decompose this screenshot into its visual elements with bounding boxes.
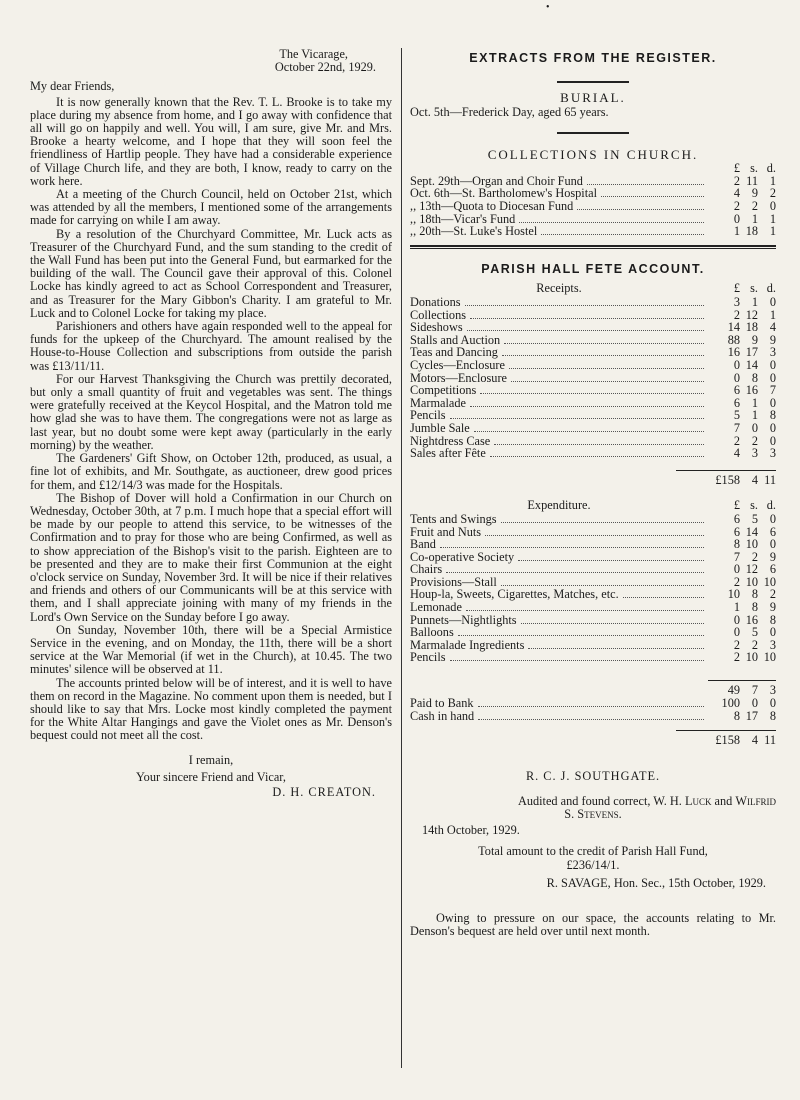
leader-dots: [467, 330, 704, 331]
amount-pence: 9: [769, 549, 776, 564]
letter-signature: D. H. CREATON.: [272, 784, 376, 799]
amount-shillings: 2: [751, 199, 758, 213]
audit-date: 14th October, 1929.: [422, 823, 520, 838]
amount-pence: 0: [769, 433, 776, 448]
amount-shillings: 12: [745, 562, 758, 577]
leader-dots: [470, 406, 704, 407]
audit-prefix: Audited and found correct, W. H.: [517, 793, 682, 808]
leader-dots: [528, 648, 704, 649]
row-amount: [708, 526, 776, 539]
expenditure-heading: Expenditure.: [527, 497, 591, 512]
expenditure-row: [410, 614, 776, 627]
row-label: Competitions: [410, 383, 477, 398]
amount-shillings: 5: [751, 511, 758, 526]
letter-address: The Vicarage,: [279, 47, 348, 61]
leader-dots: [465, 305, 704, 306]
short-divider: [557, 81, 629, 83]
letter-closing: [30, 752, 392, 786]
amount-pounds: 16: [727, 345, 740, 360]
amount-pence: 0: [769, 357, 776, 372]
row-amount: [708, 384, 776, 397]
leader-dots: [485, 535, 704, 536]
amount-pounds: 14: [727, 320, 740, 335]
row-amount: [708, 321, 776, 334]
receipt-row: [410, 296, 776, 309]
row-amount: [708, 513, 776, 526]
col-pence: d.: [766, 160, 776, 175]
amount-pounds: 7: [733, 549, 740, 564]
row-label: Marmalade Ingredients: [410, 637, 525, 652]
register-title: EXTRACTS FROM THE REGISTER.: [469, 51, 717, 65]
amount-pence: 0: [769, 199, 776, 213]
amount-shillings: 2: [751, 433, 758, 448]
expenditure-row: [410, 563, 776, 576]
row-amount: [708, 588, 776, 601]
amount-pence: 8: [769, 408, 776, 423]
amount-shillings: 9: [751, 186, 758, 201]
amount-shillings: 1: [751, 211, 758, 226]
leader-dots: [478, 706, 704, 707]
row-amount: [708, 213, 776, 226]
amount-pounds: 0: [733, 357, 740, 372]
letter-paragraph: The Bishop of Dover will hold a Confirmation in our Church on Wednesday, October 30th, at 7 p.m. I much hope that a special effort will be made by our people to attend this service, to be witnesses of the Confirmation and to pray for those who are being Confirmed, as well as to show appreciation of the Bishop's visit to the parish. Eighteen are to be presented and they are to make their first Communion at the eight o'clock service on Sunday, November 3rd. It will be nice if their relatives and friends and others of our Communicants will be at this service with them, and I shall appreciate joining with many of my friends in the Lord's Own Service on the Sunday before I go away.: [30, 490, 392, 624]
amount-pounds: 0: [733, 562, 740, 577]
leader-dots: [577, 209, 704, 210]
row-amount: [708, 422, 776, 435]
amount-pounds: 88: [727, 332, 740, 347]
row-amount: [708, 175, 776, 188]
total-pence: 11: [764, 472, 776, 487]
bank-row: [410, 697, 776, 710]
row-label: Lemonade: [410, 600, 462, 615]
collections-column-headers: [410, 162, 776, 175]
amount-pence: 6: [769, 524, 776, 539]
receipt-row: [410, 397, 776, 410]
expenditure-total: [410, 730, 776, 747]
leader-dots: [458, 635, 704, 636]
amount-pence: 0: [769, 696, 776, 711]
row-amount: [708, 309, 776, 322]
amount-pence: 0: [769, 625, 776, 640]
amount-pence: 0: [769, 294, 776, 309]
row-label: Sales after Fête: [410, 446, 486, 461]
letter-salutation: My dear Friends,: [30, 79, 115, 94]
leader-dots: [494, 444, 704, 445]
treasurer-signature: R. C. J. SOUTHGATE.: [525, 768, 661, 783]
amount-shillings: 11: [746, 173, 758, 188]
leader-dots: [478, 719, 704, 720]
amount-shillings: 8: [751, 587, 758, 602]
letter-date: October 22nd, 1929.: [274, 60, 376, 75]
row-label: Band: [410, 537, 436, 552]
amount-pounds: 2: [733, 574, 740, 589]
column-divider: [401, 48, 402, 1068]
row-amount: [708, 397, 776, 410]
col-pounds: £: [733, 280, 740, 295]
amount-pounds: 0: [733, 625, 740, 640]
collection-row: [410, 200, 776, 213]
amount-pence: 4: [769, 320, 776, 335]
row-amount: [708, 435, 776, 448]
leader-dots: [490, 456, 704, 457]
amount-shillings: 0: [751, 420, 758, 435]
amount-pence: 0: [769, 395, 776, 410]
amount-shillings: 10: [745, 537, 758, 552]
amount-pounds: 2: [733, 433, 740, 448]
total-shillings: 4: [751, 733, 758, 748]
amount-pounds: 8: [733, 537, 740, 552]
amount-pounds: 2: [733, 650, 740, 665]
amount-pounds: 6: [733, 511, 740, 526]
leader-dots: [450, 660, 704, 661]
letter-paragraph: Parishioners and others have again responded well to the appeal for funds for the upkeep of the Churchyard. The amount realised by the House-to-House Collection and subscriptions from outside the parish was £13/11/11.: [30, 319, 392, 373]
row-label: Motors—Enclosure: [410, 370, 507, 385]
row-amount: [708, 225, 776, 238]
amount-pence: 8: [769, 708, 776, 723]
right-column: [410, 52, 776, 938]
amount-pence: 1: [769, 173, 776, 188]
row-amount: [708, 409, 776, 422]
leader-dots: [466, 610, 704, 611]
amount-shillings: 2: [751, 637, 758, 652]
fete-title: PARISH HALL FETE ACCOUNT.: [481, 261, 705, 276]
vicar-letter: [30, 48, 392, 799]
total-shillings: 4: [751, 472, 758, 487]
amount-shillings: 8: [751, 370, 758, 385]
auditor-two-first: Wilfrid: [735, 793, 776, 808]
amount-shillings: 3: [751, 446, 758, 461]
row-label: Tents and Swings: [410, 511, 497, 526]
amount-pence: 0: [769, 511, 776, 526]
row-amount: [708, 651, 776, 664]
audit-and: and: [714, 793, 733, 808]
amount-pounds: 10: [727, 587, 740, 602]
row-amount: [708, 346, 776, 359]
amount-pence: 6: [769, 562, 776, 577]
amount-pounds: 5: [733, 408, 740, 423]
burial-heading: BURIAL.: [560, 90, 626, 106]
leader-dots: [623, 597, 704, 598]
burial-entry: Oct. 5th—Frederick Day, aged 65 years.: [410, 105, 609, 120]
expenditure-row: [410, 626, 776, 639]
row-label: Nightdress Case: [410, 433, 491, 448]
row-amount: [708, 614, 776, 627]
leader-dots: [518, 560, 704, 561]
row-label: Jumble Sale: [410, 420, 470, 435]
bank-row: [410, 710, 776, 723]
row-amount: [708, 200, 776, 213]
col-pence: d.: [766, 497, 776, 512]
leader-dots: [450, 418, 704, 419]
amount-shillings: 1: [751, 408, 758, 423]
row-label: Cycles—Enclosure: [410, 357, 505, 372]
amount-shillings: 1: [751, 395, 758, 410]
leader-dots: [501, 522, 704, 523]
leader-dots: [519, 222, 704, 223]
row-label: Marmalade: [410, 395, 466, 410]
receipts-list: [410, 296, 776, 460]
row-label: Fruit and Nuts: [410, 524, 482, 539]
leader-dots: [521, 623, 704, 624]
leader-dots: [502, 355, 704, 356]
row-label: Co-operative Society: [410, 549, 515, 564]
leader-dots: [511, 381, 704, 382]
amount-pence: 0: [769, 420, 776, 435]
bank-list: [410, 697, 776, 722]
amount-pounds: 4: [733, 446, 740, 461]
closing-friend: Your sincere Friend and Vicar,: [136, 769, 286, 784]
expenditure-row: [410, 639, 776, 652]
amount-pounds: 1: [733, 224, 740, 239]
amount-shillings: 14: [745, 524, 758, 539]
amount-pence: 2: [769, 587, 776, 602]
row-label: Paid to Bank: [410, 696, 474, 711]
fund-total-line1: Total amount to the credit of Parish Hall Fund,: [478, 844, 708, 859]
amount-shillings: 10: [745, 650, 758, 665]
short-divider: [557, 132, 629, 134]
row-amount: [708, 626, 776, 639]
amount-shillings: 1: [751, 294, 758, 309]
amount-pounds: 2: [733, 199, 740, 213]
letter-paragraph: For our Harvest Thanksgiving the Church was prettily decorated, but only a small quantity of fruit and vegetables was sent. The things were gratefully received at the Keycol Hospital, and the Matron told me how glad she was to have them. The congregations were not as large as last year, but no doubt some were kept away (particularly in the early morning) by the weather.: [30, 371, 392, 452]
letter-paragraph: On Sunday, November 10th, there will be a Special Armistice Service in the evening, and on Monday, the 11th, there will be a short service at the War Memorial (if wet in the Church), at 10.45. The two minutes' silence will be observed at 11.: [30, 622, 392, 677]
row-amount: [708, 447, 776, 460]
amount-shillings: 0: [751, 696, 758, 711]
row-label: Provisions—Stall: [410, 574, 497, 589]
amount-pence: 8: [769, 612, 776, 627]
total-pounds: £158: [715, 472, 740, 487]
receipt-row: [410, 447, 776, 460]
amount-pence: 1: [769, 211, 776, 226]
row-amount: [708, 296, 776, 309]
row-label: Sept. 29th—Organ and Choir Fund: [410, 173, 583, 188]
amount-pence: 9: [769, 332, 776, 347]
leader-dots: [446, 572, 704, 573]
row-label: ,, 18th—Vicar's Fund: [410, 211, 516, 226]
fund-total-line2: £236/14/1.: [566, 857, 620, 872]
row-label: Sideshows: [410, 320, 463, 335]
expenditure-header: [410, 499, 776, 513]
letter-paragraph: The Gardeners' Gift Show, on October 12th, produced, as usual, a fine lot of exhibits, and Mr. Southgate, as auctioneer, drew good prices for them, and £12/14/3 was made for the Hospitals.: [30, 451, 392, 492]
amount-shillings: 16: [745, 383, 758, 398]
receipts-header: [410, 282, 776, 296]
expenditure-list: [410, 513, 776, 664]
amount-shillings: 12: [745, 307, 758, 322]
col-shillings: s.: [750, 160, 758, 175]
row-label: Cash in hand: [410, 708, 475, 723]
auditor-one: Luck: [684, 793, 712, 808]
amount-pence: 2: [769, 186, 776, 201]
letter-paragraph: It is now generally known that the Rev. T. L. Brooke is to take my place during my absence from home, and I go away with confidence that all will go on happily and well. You will, I am sure, give Mr. and Mrs. Brooke a hearty welcome, and I hope that they will soon feel the friendliness of Hartlip people. They have had a considerable experience of Village Church life, and they are both, I know, ready to carry on the work here.: [30, 94, 392, 188]
row-amount: [708, 538, 776, 551]
amount-shillings: 14: [745, 357, 758, 372]
amount-pence: 0: [769, 537, 776, 552]
row-label: Teas and Dancing: [410, 345, 498, 360]
row-label: Punnets—Nightlights: [410, 612, 517, 627]
col-shillings: s.: [750, 280, 758, 295]
leader-dots: [470, 318, 704, 319]
row-label: Pencils: [410, 650, 446, 665]
amount-pounds: 6: [733, 524, 740, 539]
amount-pounds: 7: [733, 420, 740, 435]
section-divider: [410, 245, 776, 247]
amount-pounds: 3: [733, 294, 740, 309]
amount-shillings: 5: [751, 625, 758, 640]
amount-pounds: 6: [733, 383, 740, 398]
expenditure-row: [410, 551, 776, 564]
row-amount: [708, 372, 776, 385]
amount-pence: 10: [763, 650, 776, 665]
closing-remain: I remain,: [188, 752, 234, 767]
row-label: Pencils: [410, 408, 446, 423]
row-label: Collections: [410, 307, 467, 322]
amount-pence: 1: [769, 307, 776, 322]
leader-dots: [480, 393, 704, 394]
row-label: Balloons: [410, 625, 454, 640]
amount-shillings: 16: [745, 612, 758, 627]
amount-pounds: 6: [733, 395, 740, 410]
amount-pounds: 4: [733, 186, 740, 201]
amount-pence: 9: [769, 600, 776, 615]
row-label: Donations: [410, 294, 461, 309]
leader-dots: [601, 196, 704, 197]
amount-shillings: 8: [751, 600, 758, 615]
amount-shillings: 18: [745, 224, 758, 239]
row-label: Stalls and Auction: [410, 332, 501, 347]
leader-dots: [504, 343, 704, 344]
owing-note: Owing to pressure on our space, the accounts relating to Mr. Denson's bequest are held over until next month.: [410, 911, 776, 939]
amount-pounds: 0: [733, 370, 740, 385]
letter-paragraph: At a meeting of the Church Council, held on October 21st, which was attended by all the members, I mentioned some of the arrangements made for carrying on while I am away.: [30, 187, 392, 228]
row-amount: [708, 551, 776, 564]
row-amount: [708, 710, 776, 723]
receipt-row: [410, 384, 776, 397]
leader-dots: [541, 234, 704, 235]
row-label: Houp-la, Sweets, Cigarettes, Matches, etc.: [410, 587, 619, 602]
amount-pence: 3: [769, 637, 776, 652]
subtotal-pence: 3: [769, 683, 776, 698]
row-amount: [708, 359, 776, 372]
leader-dots: [509, 368, 704, 369]
amount-pence: 1: [769, 224, 776, 239]
amount-shillings: 17: [745, 708, 758, 723]
receipt-row: [410, 422, 776, 435]
amount-pounds: 0: [733, 612, 740, 627]
expenditure-row: [410, 526, 776, 539]
col-pounds: £: [733, 497, 740, 512]
row-label: Chairs: [410, 562, 443, 577]
expenditure-row: [410, 513, 776, 526]
hon-sec-line: R. SAVAGE, Hon. Sec., 15th October, 1929.: [546, 875, 766, 890]
amount-pounds: 100: [721, 696, 740, 711]
row-amount: [708, 697, 776, 710]
amount-pence: 3: [769, 345, 776, 360]
row-amount: [708, 334, 776, 347]
leader-dots: [501, 585, 704, 586]
receipt-row: [410, 359, 776, 372]
receipt-row: [410, 309, 776, 322]
amount-pounds: 8: [733, 708, 740, 723]
leader-dots: [587, 184, 704, 185]
receipts-total: [410, 470, 776, 487]
col-shillings: s.: [750, 497, 758, 512]
row-amount: [708, 601, 776, 614]
amount-pounds: 1: [733, 600, 740, 615]
amount-pence: 7: [769, 383, 776, 398]
amount-shillings: 9: [751, 332, 758, 347]
subtotal-shillings: 7: [751, 683, 758, 698]
receipt-row: [410, 321, 776, 334]
amount-shillings: 18: [745, 320, 758, 335]
amount-shillings: 17: [745, 345, 758, 360]
amount-pence: 3: [769, 446, 776, 461]
amount-shillings: 2: [751, 549, 758, 564]
leader-dots: [474, 431, 704, 432]
section-divider: [410, 248, 776, 249]
leader-dots: [440, 547, 704, 548]
amount-pounds: 2: [733, 173, 740, 188]
row-label: Oct. 6th—St. Bartholomew's Hospital: [410, 186, 597, 201]
expenditure-row: [410, 651, 776, 664]
subtotal-pounds: 49: [727, 683, 740, 698]
row-amount: [708, 576, 776, 589]
total-pounds: £158: [715, 733, 740, 748]
amount-pounds: 2: [733, 637, 740, 652]
row-amount: [708, 187, 776, 200]
receipts-heading: Receipts.: [536, 280, 582, 295]
collections-title: COLLECTIONS IN CHURCH.: [487, 146, 699, 162]
expenditure-subtotal: [410, 680, 776, 697]
expenditure-row: [410, 601, 776, 614]
letter-paragraph: The accounts printed below will be of interest, and it is well to have them on record in the Magazine. No comment upon them is needed, but I should like to say that Mrs. Locke most kindly completed the payment for the White Altar Hangings and gave the Violet ones as Mr. Denson's bequest could not meet all the cost.: [30, 675, 392, 743]
page-mark: •: [546, 2, 550, 13]
collection-row: [410, 225, 776, 238]
expenditure-row: [410, 538, 776, 551]
row-label: ,, 20th—St. Luke's Hostel: [410, 224, 538, 239]
letter-paragraph: By a resolution of the Churchyard Committee, Mr. Luck acts as Treasurer of the Churchyard Fund, and the sum standing to the credit of the Wall Fund has been put into the General Fund, but earmarked for the building of the wall. The Council gave their approval of this. Colonel Locke has kindly agreed to act as School Correspondent and Treasurer, and as Treasurer for the Mary Gibbon's Charity. I am grateful to Mr. Luck and to Colonel Locke for taking my place.: [30, 226, 392, 320]
amount-pence: 10: [763, 574, 776, 589]
col-pounds: £: [733, 160, 740, 175]
expenditure-row: [410, 588, 776, 601]
row-amount: [708, 563, 776, 576]
collections-list: [410, 175, 776, 238]
amount-pounds: 0: [733, 211, 740, 226]
amount-shillings: 10: [745, 574, 758, 589]
col-pence: d.: [766, 280, 776, 295]
row-label: ,, 13th—Quota to Diocesan Fund: [410, 199, 574, 213]
amount-pounds: 2: [733, 307, 740, 322]
auditor-two-rest: S. Stevens.: [564, 807, 622, 822]
amount-pence: 0: [769, 370, 776, 385]
total-pence: 11: [764, 733, 776, 748]
